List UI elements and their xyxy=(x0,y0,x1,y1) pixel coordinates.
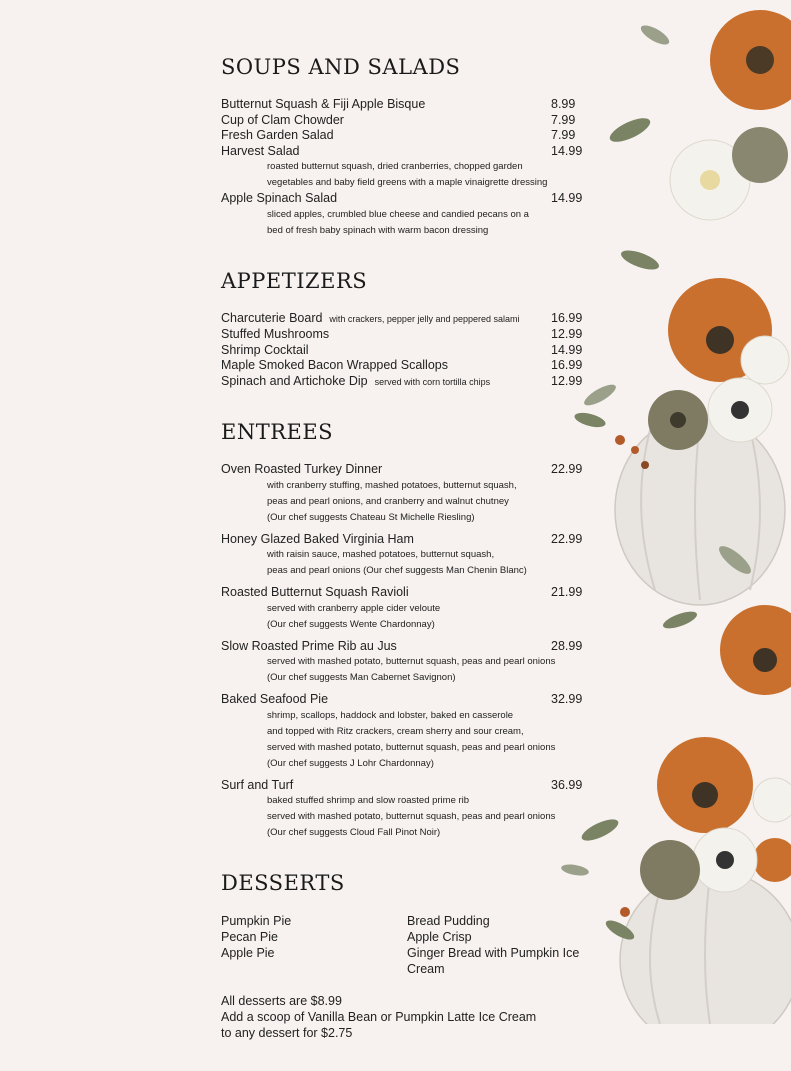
menu-item xyxy=(221,374,581,391)
desc-line: served with mashed potato, butternut squash, peas and pearl onions xyxy=(267,656,556,667)
menu-item xyxy=(221,692,581,772)
desc-line: (Our chef suggests Man Cabernet Savignon) xyxy=(267,672,456,683)
item-name: Baked Seafood Pie xyxy=(221,692,329,706)
dessert-item: Pumpkin Pie xyxy=(221,914,292,928)
desc-line: served with mashed potato, butternut squash, peas and pearl onions xyxy=(267,811,556,822)
desc-line: peas and pearl onions, and cranberry and walnut chutney xyxy=(267,495,509,507)
item-description xyxy=(221,601,581,633)
desc-line: and topped with Ritz crackers, cream sherry and sour cream, xyxy=(267,725,524,737)
item-price: 36.99 xyxy=(551,777,583,792)
item-description xyxy=(221,654,581,686)
desc-line: peas and pearl onions (Our chef suggests Man Chenin Blanc) xyxy=(267,565,527,576)
section-appetizers xyxy=(221,269,581,391)
desc-line: with cranberry stuffing, mashed potatoes, butternut squash, xyxy=(267,479,517,491)
item-name: Apple Spinach Salad xyxy=(221,191,338,205)
menu-item xyxy=(221,778,581,842)
menu-item xyxy=(221,462,581,526)
section-entrees xyxy=(221,420,581,841)
menu-item xyxy=(221,343,581,359)
dessert-item: Pecan Pie xyxy=(221,930,278,944)
item-price: 22.99 xyxy=(551,531,583,546)
item-name: Shrimp Cocktail xyxy=(221,342,309,357)
dessert-note: All desserts are $8.99 xyxy=(221,994,342,1008)
item-description xyxy=(221,793,581,841)
section-soups-salads xyxy=(221,55,581,239)
item-name: Maple Smoked Bacon Wrapped Scallops xyxy=(221,358,448,372)
item-description xyxy=(221,159,581,191)
menu-item xyxy=(221,585,581,633)
item-name: Surf and Turf xyxy=(221,777,294,792)
dessert-note: Add a scoop of Vanilla Bean or Pumpkin Latte Ice Cream xyxy=(221,1010,537,1024)
item-note: served with corn tortilla chips xyxy=(374,376,491,387)
desc-line: (Our chef suggests Wente Chardonnay) xyxy=(267,618,435,630)
menu-item xyxy=(221,144,581,160)
script-title xyxy=(12,60,182,1000)
menu-item xyxy=(221,113,581,129)
menu-item xyxy=(221,191,581,207)
section-title-soups: SOUPS AND SALADS xyxy=(221,55,461,79)
menu-item xyxy=(221,97,581,113)
item-price: 16.99 xyxy=(551,310,583,325)
item-price: 7.99 xyxy=(551,128,576,142)
desc-line: shrimp, scallops, haddock and lobster, baked en casserole xyxy=(267,709,514,721)
item-price: 14.99 xyxy=(551,191,583,205)
item-name: Honey Glazed Baked Virginia Ham xyxy=(221,531,414,546)
item-price: 8.99 xyxy=(551,97,576,111)
item-price: 21.99 xyxy=(551,585,583,599)
dessert-item: Apple Pie xyxy=(221,946,275,960)
menu-item xyxy=(221,358,581,374)
item-name: Roasted Butternut Squash Ravioli xyxy=(221,585,409,599)
dessert-item: Apple Crisp xyxy=(407,930,472,944)
item-price: 14.99 xyxy=(551,143,583,158)
desc-line: with raisin sauce, mashed potatoes, butternut squash, xyxy=(267,549,495,560)
section-desserts xyxy=(221,871,581,1041)
item-name: Oven Roasted Turkey Dinner xyxy=(221,462,383,476)
section-title-entrees: ENTREES xyxy=(221,420,334,444)
dessert-notes xyxy=(221,993,581,1041)
item-name: Fresh Garden Salad xyxy=(221,128,334,142)
item-price: 12.99 xyxy=(551,327,583,341)
menu-item xyxy=(221,311,581,328)
item-price: 7.99 xyxy=(551,112,576,127)
desc-line: served with cranberry apple cider veloute xyxy=(267,602,441,614)
desc-line: roasted butternut squash, dried cranberries, chopped garden xyxy=(267,161,523,172)
floral-decoration xyxy=(560,0,791,1024)
menu-content xyxy=(221,55,581,1071)
item-note: with crackers, pepper jelly and peppered salami xyxy=(329,313,520,324)
item-name: Cup of Clam Chowder xyxy=(221,112,344,127)
item-name: Spinach and Artichoke Dip xyxy=(221,373,368,388)
section-title-desserts: DESSERTS xyxy=(221,871,345,895)
item-price: 12.99 xyxy=(551,373,583,388)
item-description xyxy=(221,547,581,579)
desc-line: baked stuffed shrimp and slow roasted prime rib xyxy=(267,795,470,806)
item-name: Stuffed Mushrooms xyxy=(221,327,330,341)
item-name: Slow Roasted Prime Rib au Jus xyxy=(221,638,397,653)
item-description xyxy=(221,478,581,526)
menu-item xyxy=(221,532,581,580)
item-price: 22.99 xyxy=(551,462,583,476)
item-description xyxy=(221,708,581,772)
item-price: 28.99 xyxy=(551,638,583,653)
desc-line: (Our chef suggests Cloud Fall Pinot Noir) xyxy=(267,827,441,838)
menu-item xyxy=(221,327,581,343)
item-price: 14.99 xyxy=(551,342,583,357)
dessert-item: Bread Pudding xyxy=(407,914,490,928)
item-name: Harvest Salad xyxy=(221,143,300,158)
menu-item xyxy=(221,128,581,144)
dessert-list xyxy=(221,913,581,977)
item-price: 16.99 xyxy=(551,358,583,372)
section-title-appetizers: APPETIZERS xyxy=(221,268,368,293)
menu-item xyxy=(221,639,581,687)
item-name: Charcuterie Board xyxy=(221,310,323,325)
dessert-item: Ginger Bread with Pumpkin Ice Cream xyxy=(407,946,580,976)
desc-line: vegetables and baby field greens with a maple vinaigrette dressing xyxy=(267,177,548,188)
desc-line: bed of fresh baby spinach with warm bacon dressing xyxy=(267,224,489,236)
item-name: Butternut Squash & Fiji Apple Bisque xyxy=(221,97,426,111)
desc-line: (Our chef suggests J Lohr Chardonnay) xyxy=(267,757,434,769)
desc-line: served with mashed potato, butternut squash, peas and pearl onions xyxy=(267,741,556,753)
item-description xyxy=(221,207,581,239)
desc-line: (Our chef suggests Chateau St Michelle Riesling) xyxy=(267,511,475,523)
item-price: 32.99 xyxy=(551,692,583,706)
desc-line: sliced apples, crumbled blue cheese and candied pecans on a xyxy=(267,208,529,220)
dessert-note: to any dessert for $2.75 xyxy=(221,1026,353,1040)
